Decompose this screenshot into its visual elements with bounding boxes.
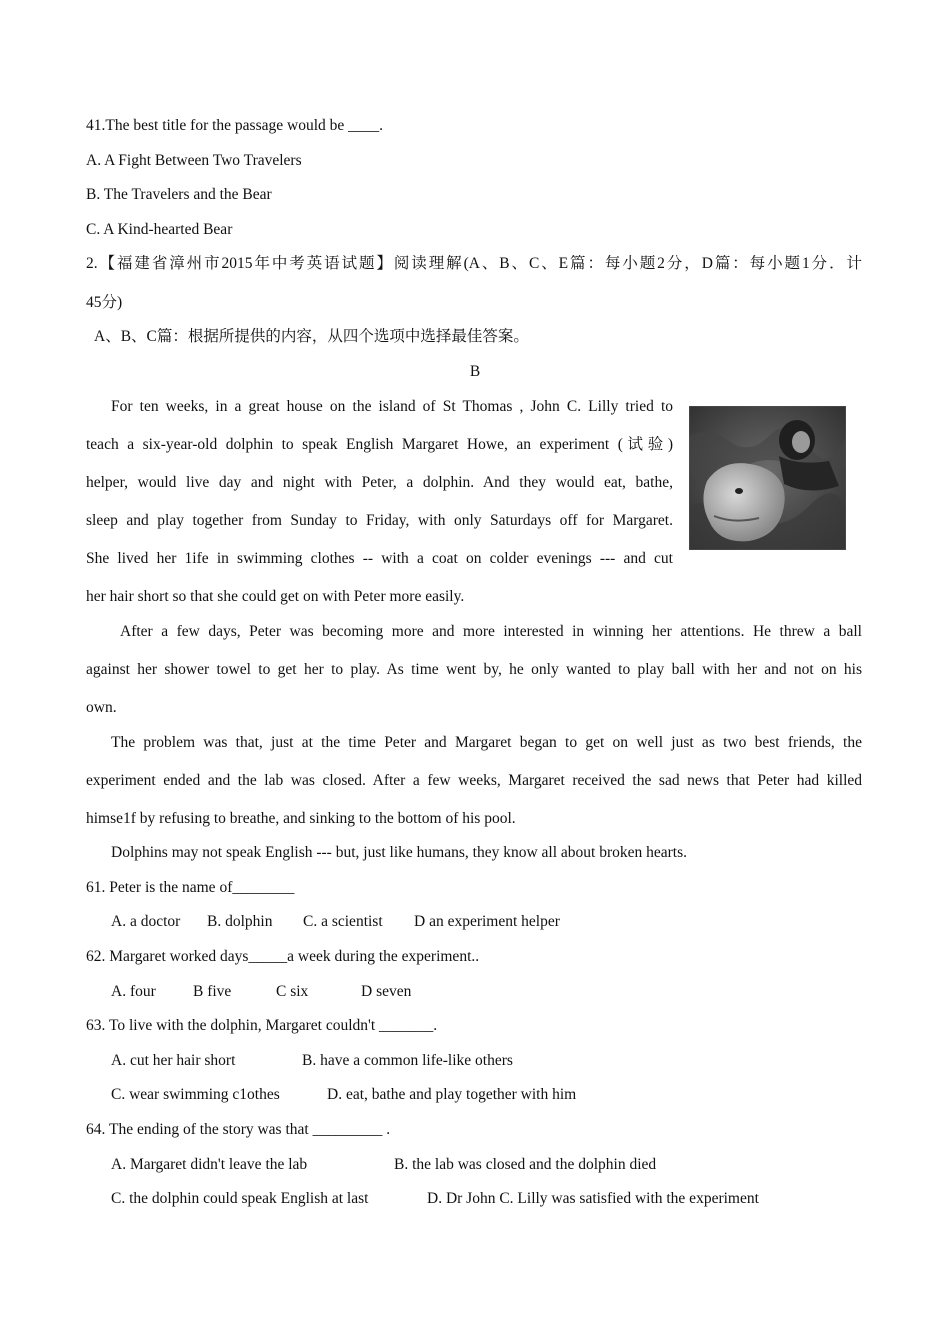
p1-line4: sleep and play together from Sunday to Friday, with only Saturdays off for Margaret. [86,512,673,529]
q64-option-d: D. Dr John C. Lilly was satisfied with the experiment [427,1190,759,1207]
dolphin-photo [689,406,846,550]
q63-option-b: B. have a common life-like others [302,1052,513,1069]
passage-label: B [469,363,481,380]
q61-stem: 61. Peter is the name of________ [86,879,295,896]
p1-line5: She lived her 1ife in swimming clothes -- with a coat on colder evenings --- and cut [86,550,673,567]
q41-stem: 41.The best title for the passage would be ____. [86,117,384,134]
q41-option-b: B. The Travelers and the Bear [86,186,272,203]
q63-option-a: A. cut her hair short [111,1052,236,1069]
p3-line3: himse1f by refusing to breathe, and sinking to the bottom of his pool. [86,810,516,827]
q64-option-c: C. the dolphin could speak English at last [111,1190,369,1207]
q61-option-a: A. a doctor [111,913,181,930]
q62-stem: 62. Margaret worked days_____a week during the experiment.. [86,948,480,965]
p2-line2: against her shower towel to get her to play. As time went by, he only wanted to play ball with her and not on his [86,661,862,678]
section-header-line2: 45分) [86,294,123,311]
q62-option-c: C six [276,983,309,1000]
q64-option-a: A. Margaret didn't leave the lab [111,1156,308,1173]
p3-line2: experiment ended and the lab was closed. After a few weeks, Margaret received the sad news that Peter had killed [86,772,862,789]
q41-option-a: A. A Fight Between Two Travelers [86,152,302,169]
q63-stem: 63. To live with the dolphin, Margaret couldn't _______. [86,1017,438,1034]
p2-line3: own. [86,699,117,716]
q64-stem: 64. The ending of the story was that _________ . [86,1121,391,1138]
p2-line1: After a few days, Peter was becoming more and more interested in winning her attentions. He threw a ball [120,623,862,640]
q61-option-c: C. a scientist [303,913,383,930]
q64-option-b: B. the lab was closed and the dolphin died [394,1156,657,1173]
q61-option-b: B. dolphin [207,913,273,930]
q62-option-a: A. four [111,983,156,1000]
q63-option-c: C. wear swimming c1othes [111,1086,280,1103]
p4-line: Dolphins may not speak English --- but, just like humans, they know all about broken hearts. [111,844,687,861]
p1-line6: her hair short so that she could get on with Peter more easily. [86,588,465,605]
p1-line3: helper, would live day and night with Peter, a dolphin. And they would eat, bathe, [86,474,673,491]
q62-option-b: B five [193,983,232,1000]
q62-option-d: D seven [361,983,412,1000]
q61-option-d: D an experiment helper [414,913,560,930]
section-header-line1: 2.【福建省漳州市2015年中考英语试题】阅读理解(A、B、C、E篇：每小题2分，D篇：每小题1分．计 [86,255,862,272]
p1-line2: teach a six-year-old dolphin to speak English Margaret Howe, an experiment (试验) [86,436,673,453]
section-instruction: A、B、C篇：根据所提供的内容，从四个选项中选择最佳答案。 [94,328,529,345]
p1-line1: For ten weeks, in a great house on the island of St Thomas , John C. Lilly tried to [111,398,673,415]
q63-option-d: D. eat, bathe and play together with him [327,1086,577,1103]
q41-option-c: C. A Kind-hearted Bear [86,221,233,238]
p3-line1: The problem was that, just at the time Peter and Margaret began to get on well just as two best friends, the [111,734,862,751]
